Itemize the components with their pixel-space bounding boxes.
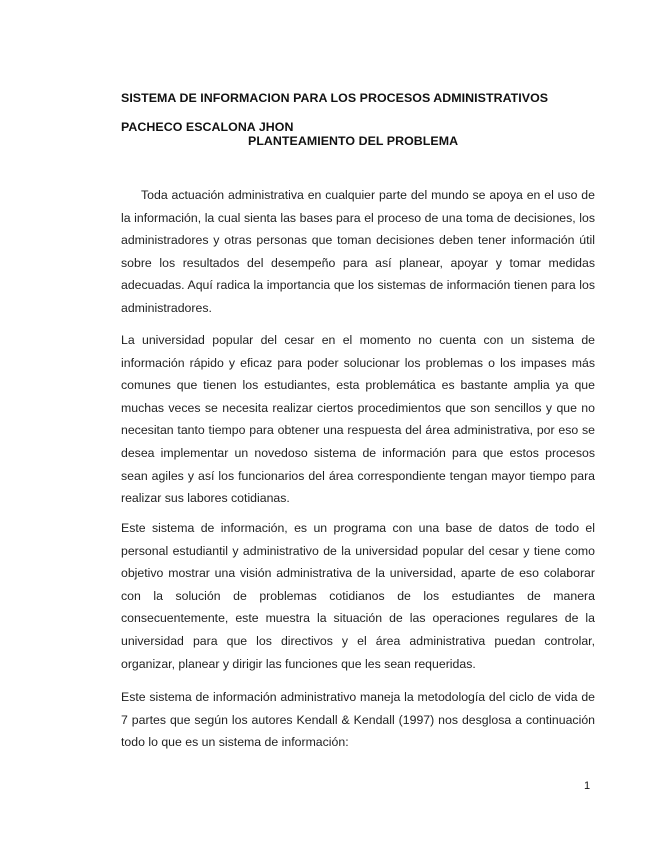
paragraph-2 [121, 329, 595, 510]
paragraph-text: Este sistema de información, es un programa con una base de datos de todo el personal estudiantil y administrativo de la universidad popular del cesar y tiene como objetivo mostrar una visión administrativa de la universidad, aparte de eso colaborar con la solución de problemas cotidianos de los estudiantes de manera consecuentemente, este muestra la situación de las operaciones regulares de la universidad para que los directivos y el área administrativa puedan controlar, organizar, planear y dirigir las funciones que les sean requeridas. [121, 521, 595, 671]
paragraph-text: La universidad popular del cesar en el momento no cuenta con un sistema de información rápido y eficaz para poder solucionar los problemas o los impases más comunes que tienen los estudiantes, esta problemática es bastante amplia ya que muchas veces se necesita realizar ciertos procedimientos que son sencillos y que no necesitan tanto tiempo para obtener una respuesta del área administrativa, por eso se desea implementar un novedoso sistema de información para que estos procesos sean agiles y así los funcionarios del área correspondiente tengan mayor tiempo para realizar sus labores cotidianas. [121, 333, 595, 506]
author-name: PACHECO ESCALONA JHON [121, 120, 294, 134]
section-title: PLANTEAMIENTO DEL PROBLEMA [248, 134, 459, 148]
paragraph-3 [121, 517, 595, 675]
document-title: SISTEMA DE INFORMACION PARA LOS PROCESOS ADMINISTRATIVOS [121, 91, 549, 105]
paragraph-text: Este sistema de información administrativo maneja la metodología del ciclo de vida de 7 partes que según los autores Kendall & Kendall (1997) nos desglosa a continuación todo lo que es un sistema de información: [121, 690, 595, 750]
page-number: 1 [584, 780, 591, 792]
paragraph-1 [121, 184, 595, 320]
paragraph-text: Toda actuación administrativa en cualquier parte del mundo se apoya en el uso de la información, la cual sienta las bases para el proceso de una toma de decisiones, los administradores y otras personas que toman decisiones deben tener información útil sobre los resultados del desempeño para así planear, apoyar y tomar medidas adecuadas. Aquí radica la importancia que los sistemas de información tienen para los administradores. [121, 188, 595, 315]
paragraph-4 [121, 686, 595, 754]
